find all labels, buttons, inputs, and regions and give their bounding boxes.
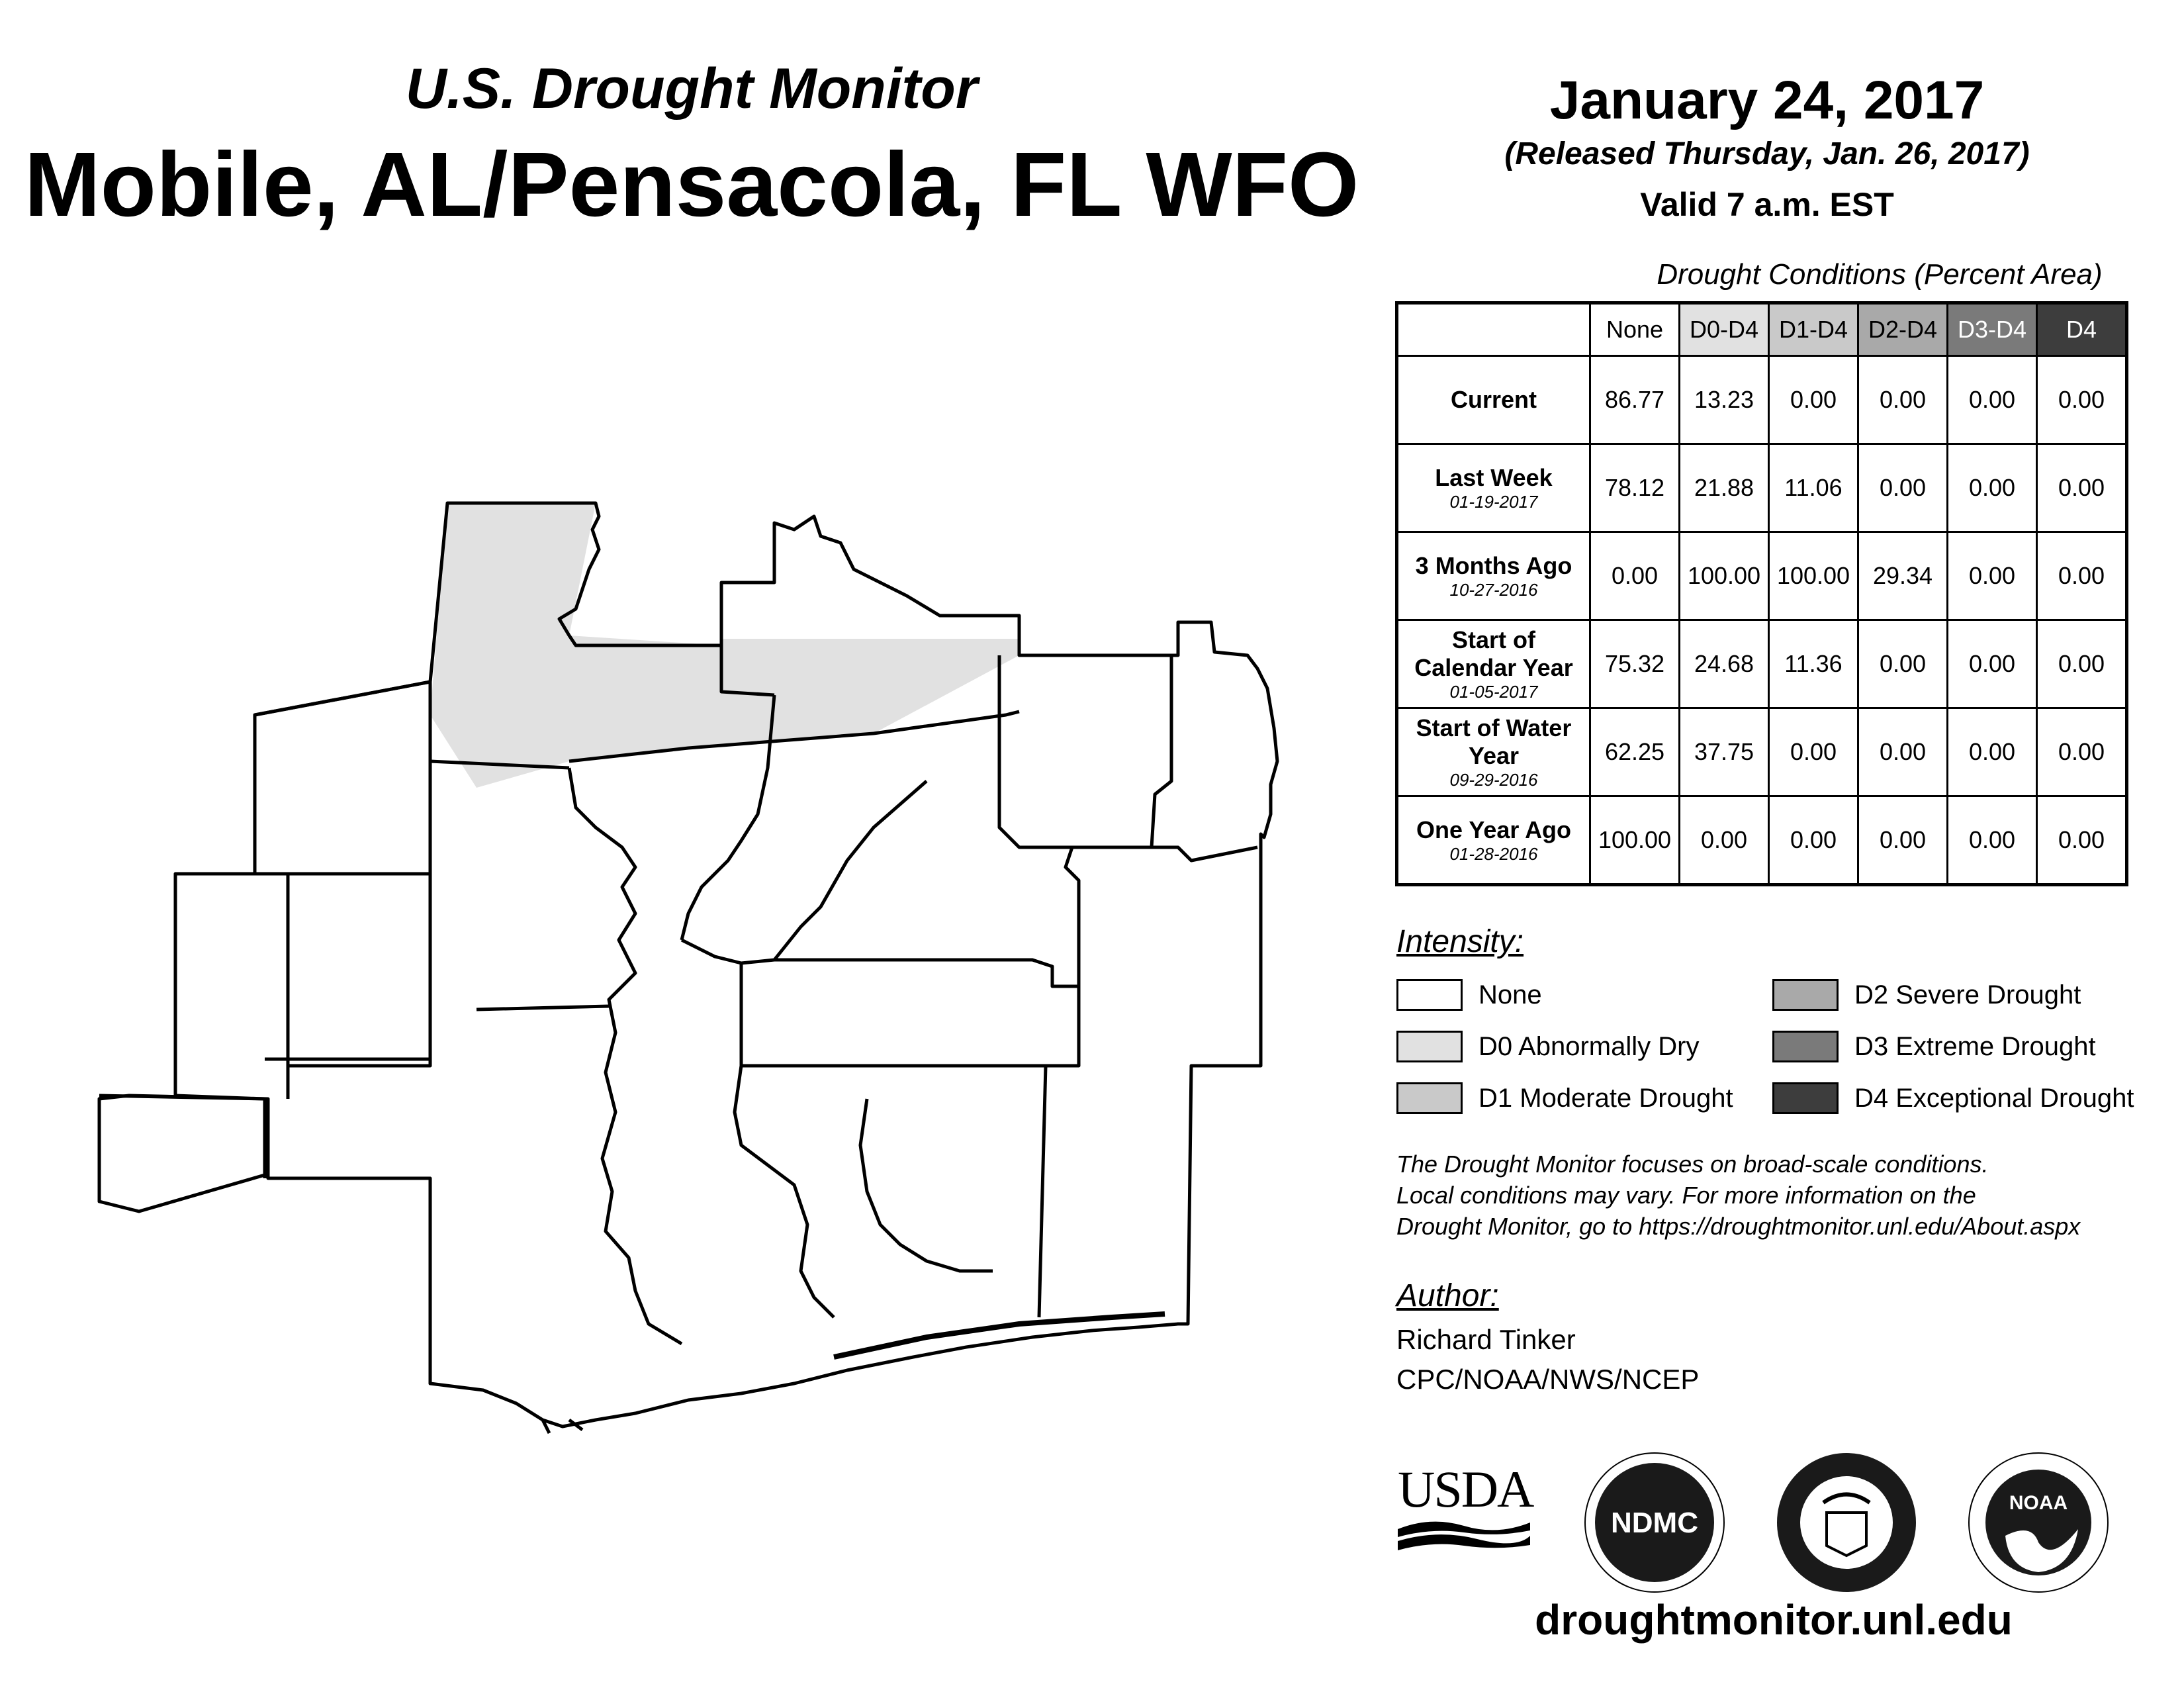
table-cell: 0.00	[2037, 796, 2127, 885]
table-cell: 0.00	[1680, 796, 1769, 885]
table-cell: 0.00	[2037, 532, 2127, 620]
table-cell: 11.06	[1769, 444, 1858, 532]
legend-item-d0	[1396, 1030, 1699, 1063]
row-label: Current	[1397, 356, 1590, 444]
table-row	[1397, 532, 2127, 620]
table-title: Drought Conditions (Percent Area)	[1657, 258, 2103, 291]
legend-item-d1	[1396, 1082, 1733, 1115]
svg-text:NDMC: NDMC	[1611, 1507, 1698, 1539]
release-date: (Released Thursday, Jan. 26, 2017)	[1504, 136, 2030, 171]
svg-text:NOAA: NOAA	[2009, 1492, 2068, 1514]
legend-swatch	[1396, 1031, 1463, 1062]
note-line: The Drought Monitor focuses on broad-scale conditions.	[1396, 1150, 1989, 1178]
legend-item-none	[1396, 978, 1542, 1011]
table-cell: 13.23	[1680, 356, 1769, 444]
usda-logo-mark	[1398, 1516, 1530, 1556]
legend-label: D1 Moderate Drought	[1479, 1083, 1733, 1113]
table-cell: 0.00	[2037, 620, 2127, 708]
valid-time: Valid 7 a.m. EST	[1640, 186, 1894, 223]
table-cell: 75.32	[1590, 620, 1680, 708]
subtitle: U.S. Drought Monitor	[405, 57, 978, 120]
table-cell: 0.00	[1948, 708, 2037, 796]
legend-item-d4	[1772, 1082, 2134, 1115]
col-header: D4	[2037, 303, 2127, 356]
table-cell: 0.00	[1858, 620, 1948, 708]
table-cell: 0.00	[1948, 620, 2037, 708]
table-cell: 24.68	[1680, 620, 1769, 708]
row-label: 3 Months Ago 10-27-2016	[1397, 532, 1590, 620]
table-cell: 11.36	[1769, 620, 1858, 708]
legend-item-d3	[1772, 1030, 2096, 1063]
note-line: Drought Monitor, go to https://droughtmonitor.unl.edu/About.aspx	[1396, 1213, 2081, 1240]
legend-swatch	[1396, 979, 1463, 1011]
legend-label: None	[1479, 980, 1542, 1009]
table-cell: 0.00	[1858, 356, 1948, 444]
row-label: Start of Water Year 09-29-2016	[1397, 708, 1590, 796]
table-cell: 0.00	[1590, 532, 1680, 620]
table-cell: 0.00	[1858, 444, 1948, 532]
note-line: Local conditions may vary. For more information on the	[1396, 1182, 1976, 1209]
legend-label: D0 Abnormally Dry	[1479, 1031, 1700, 1061]
author-name: Richard Tinker	[1396, 1324, 1576, 1355]
table-cell: 100.00	[1590, 796, 1680, 885]
region-outline	[99, 503, 1277, 1427]
table-corner	[1397, 303, 1590, 356]
table-row	[1397, 356, 2127, 444]
valid-date: January 24, 2017	[1549, 70, 1985, 130]
table-cell: 0.00	[1769, 356, 1858, 444]
col-header: D2-D4	[1858, 303, 1948, 356]
legend-swatch	[1772, 979, 1839, 1011]
ndmc-logo	[1582, 1450, 1727, 1595]
legend-swatch	[1772, 1031, 1839, 1062]
col-header: D0-D4	[1680, 303, 1769, 356]
disclaimer-note	[1396, 1149, 2164, 1242]
legend-label: D4 Exceptional Drought	[1854, 1083, 2134, 1113]
table-cell: 0.00	[1948, 444, 2037, 532]
legend-title: Intensity:	[1396, 924, 1524, 959]
table-cell: 0.00	[1769, 708, 1858, 796]
table-cell: 0.00	[2037, 444, 2127, 532]
col-header: D3-D4	[1948, 303, 2037, 356]
row-label: One Year Ago 01-28-2016	[1397, 796, 1590, 885]
table-cell: 21.88	[1680, 444, 1769, 532]
table-cell: 0.00	[1948, 356, 2037, 444]
col-header: None	[1590, 303, 1680, 356]
legend-item-d2	[1772, 978, 2081, 1011]
table-cell: 29.34	[1858, 532, 1948, 620]
table-row	[1397, 444, 2127, 532]
usda-logo: USDA	[1398, 1460, 1533, 1518]
doc-seal-logo	[1774, 1450, 1919, 1595]
table-cell: 100.00	[1680, 532, 1769, 620]
table-row	[1397, 620, 2127, 708]
table-row	[1397, 708, 2127, 796]
page-title: Mobile, AL/Pensacola, FL WFO	[24, 134, 1359, 236]
table-cell: 0.00	[1769, 796, 1858, 885]
row-label: Start of Calendar Year 01-05-2017	[1397, 620, 1590, 708]
legend-label: D3 Extreme Drought	[1854, 1031, 2096, 1061]
table-cell: 37.75	[1680, 708, 1769, 796]
col-header: D1-D4	[1769, 303, 1858, 356]
noaa-logo	[1966, 1450, 2111, 1595]
table-cell: 100.00	[1769, 532, 1858, 620]
legend-swatch	[1396, 1082, 1463, 1114]
table-cell: 62.25	[1590, 708, 1680, 796]
author-heading: Author:	[1396, 1278, 1499, 1313]
table-cell: 0.00	[2037, 356, 2127, 444]
table-cell: 0.00	[1858, 796, 1948, 885]
table-row	[1397, 796, 2127, 885]
table-header-row	[1397, 303, 2127, 356]
table-cell: 0.00	[1948, 796, 2037, 885]
table-cell: 86.77	[1590, 356, 1680, 444]
drought-conditions-table	[1395, 301, 2128, 886]
table-cell: 0.00	[1948, 532, 2037, 620]
legend-label: D2 Severe Drought	[1854, 980, 2081, 1009]
table-cell: 0.00	[2037, 708, 2127, 796]
table-cell: 78.12	[1590, 444, 1680, 532]
footer-url[interactable]: droughtmonitor.unl.edu	[1535, 1596, 2013, 1644]
author-org: CPC/NOAA/NWS/NCEP	[1396, 1364, 1700, 1395]
legend-swatch	[1772, 1082, 1839, 1114]
row-label: Last Week 01-19-2017	[1397, 444, 1590, 532]
table-cell: 0.00	[1858, 708, 1948, 796]
